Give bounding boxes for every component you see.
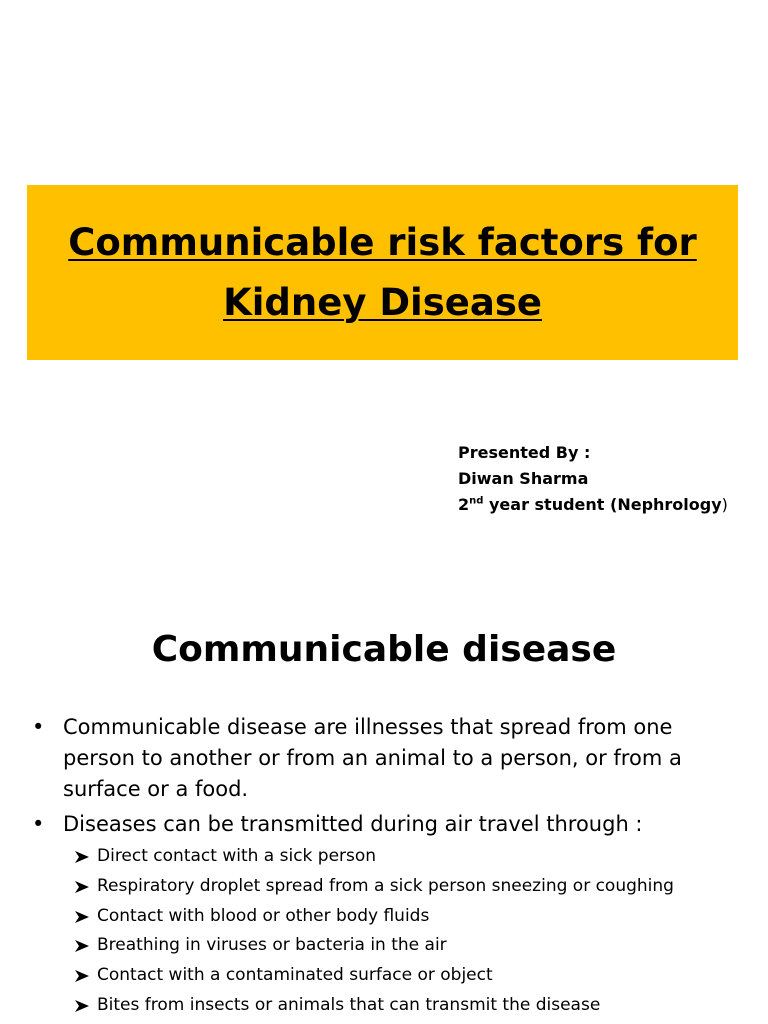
slide-title <box>68 213 697 333</box>
arrow-bullet-icon <box>74 939 90 953</box>
sub-bullet-list <box>74 842 674 1021</box>
year-number: 2 <box>458 495 470 514</box>
sub-bullet-item <box>74 931 674 961</box>
arrow-bullet-icon <box>74 969 90 983</box>
sub-bullet-item <box>74 991 674 1021</box>
sub-bullet-item <box>74 902 674 932</box>
bullet-item <box>32 809 722 840</box>
presenter-name: Diwan Sharma <box>458 469 589 488</box>
sub-bullet-text: Respiratory droplet spread from a sick person sneezing or coughing <box>97 875 674 896</box>
title-banner <box>27 185 738 360</box>
title-line-2: Kidney Disease <box>223 280 542 324</box>
sub-bullet-text: Breathing in viruses or bacteria in the air <box>97 935 447 956</box>
closing-paren: ) <box>721 495 728 514</box>
bullet-dot-icon: • <box>32 715 45 739</box>
title-line-1: Communicable risk factors for <box>68 220 697 264</box>
sub-bullet-text: Contact with blood or other body fluids <box>97 905 430 926</box>
sub-bullet-text: Bites from insects or animals that can transmit the disease <box>97 994 601 1015</box>
bullet-item <box>32 712 722 805</box>
arrow-bullet-icon <box>74 910 90 924</box>
presenter-label: Presented By : <box>458 443 591 462</box>
presenter-block <box>458 440 728 518</box>
sub-bullet-item <box>74 872 674 902</box>
bullet-text: Diseases can be transmitted during air travel through : <box>63 812 643 836</box>
sub-bullet-item <box>74 842 674 872</box>
bullet-text: Communicable disease are illnesses that spread from one person to another or from an animal to a person, or from a surface or a food. <box>63 715 682 801</box>
bullet-dot-icon: • <box>32 812 45 836</box>
arrow-bullet-icon <box>74 850 90 864</box>
section-heading: Communicable disease <box>151 629 617 670</box>
sub-bullet-text: Contact with a contaminated surface or object <box>97 965 493 986</box>
presenter-year <box>458 492 728 518</box>
sub-bullet-text: Direct contact with a sick person <box>97 846 377 866</box>
arrow-bullet-icon <box>74 880 90 894</box>
arrow-bullet-icon <box>74 999 90 1013</box>
sub-bullet-item <box>74 961 674 991</box>
bullet-list <box>32 712 722 844</box>
year-suffix: nd <box>469 495 484 507</box>
year-description: year student (Nephrology <box>483 495 722 514</box>
